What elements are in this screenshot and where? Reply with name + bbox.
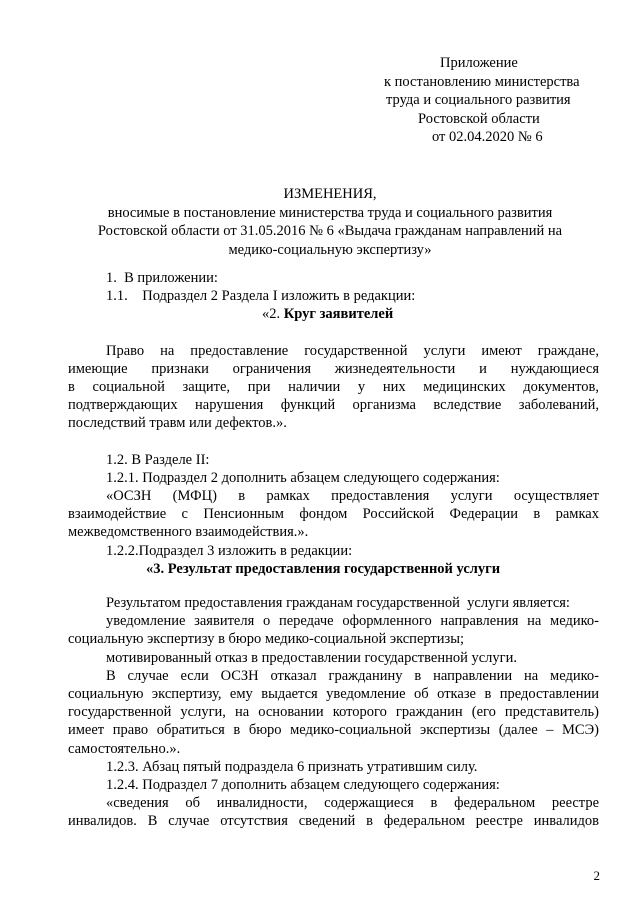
paragraph-line: подтверждающих нарушения функций организма вследствие заболеваний,: [68, 397, 599, 414]
title-line: медико-социальную экспертизу»: [228, 241, 432, 258]
paragraph: 1.2.2.Подраздел 3 изложить в редакции:: [106, 542, 353, 559]
paragraph-line: социальную экспертизу в бюро медико-социальной экспертизы;: [68, 631, 465, 648]
paragraph-line: взаимодействие с Пенсионным фондом Российской Федерации в рамках: [68, 506, 599, 523]
spacer: [68, 578, 599, 594]
appendix-line: труда и социального развития: [386, 92, 571, 108]
paragraph-line: государственной услуги, на основании которого гражданин (его представитель): [68, 704, 599, 721]
paragraph: мотивированный отказ в предоставлении государственной услуги.: [106, 649, 517, 666]
document-body: [68, 269, 599, 831]
paragraph-line: В случае если ОСЗН отказал гражданину в направлении на медико-: [106, 667, 599, 684]
page-number: 2: [593, 868, 600, 883]
spacer: [68, 324, 599, 342]
paragraph-line: межведомственного взаимодействия.».: [68, 524, 309, 541]
appendix-line: Ростовской области: [418, 110, 540, 127]
title-line: вносимые в постановление министерства труда и социального развития: [107, 204, 553, 221]
section-heading: «3. Результат предоставления государственной услуги: [146, 560, 501, 577]
title-heading: ИЗМЕНЕНИЯ,: [283, 186, 377, 202]
paragraph-line: социальную экспертизу, ему выдается уведомление об отказе в предоставлении: [68, 686, 599, 703]
heading-text: Круг заявителей: [283, 306, 394, 323]
paragraph-line: самостоятельно.».: [68, 740, 181, 757]
paragraph: 1. В приложении:: [106, 270, 218, 286]
appendix-line: от 02.04.2020 № 6: [432, 129, 543, 145]
paragraph-line: в социальной защите, при наличии у них медицинских документов,: [68, 379, 599, 396]
paragraph: Результатом предоставления гражданам государственной услуги является:: [106, 595, 570, 612]
appendix-line: Приложение: [440, 55, 518, 71]
heading-prefix: «2.: [262, 306, 284, 323]
paragraph: 1.2. В Разделе II:: [106, 451, 210, 468]
spacer: [68, 433, 599, 451]
paragraph: 1.2.4. Подраздел 7 дополнить абзацем следующего содержания:: [106, 777, 500, 794]
paragraph-line: последствий травм или дефектов.».: [68, 415, 287, 432]
title-line: Ростовской области от 31.05.2016 № 6 «Выдача гражданам направлений на: [97, 223, 563, 239]
paragraph: 1.2.1. Подраздел 2 дополнить абзацем следующего содержания:: [106, 469, 500, 486]
appendix-line: к постановлению министерства: [384, 73, 580, 90]
paragraph-line: имеющие признаки ограничения жизнедеятельности и нуждающиеся: [68, 360, 599, 377]
paragraph-line: Право на предоставление государственной услуги имеют граждане,: [106, 342, 599, 359]
paragraph: 1.2.3. Абзац пятый подраздела 6 признать утратившим силу.: [106, 758, 478, 775]
paragraph-line: «ОСЗН (МФЦ) в рамках предоставления услуги осуществляет: [106, 488, 599, 505]
paragraph-line: «сведения об инвалидности, содержащиеся в федеральном реестре: [106, 795, 599, 812]
paragraph-line: уведомление заявителя о передаче оформленного направления на медико-: [106, 613, 599, 630]
section-heading: [68, 305, 599, 323]
paragraph: 1.1. Подраздел 2 Раздела I изложить в редакции:: [106, 288, 416, 305]
paragraph-line: имеет право обратиться в бюро медико-социальной экспертизы (далее – МСЭ): [68, 722, 599, 739]
appendix-block: [370, 54, 600, 147]
paragraph-line: инвалидов. В случае отсутствия сведений в федеральном реестре инвалидов: [68, 813, 599, 830]
document-title: [60, 185, 600, 259]
